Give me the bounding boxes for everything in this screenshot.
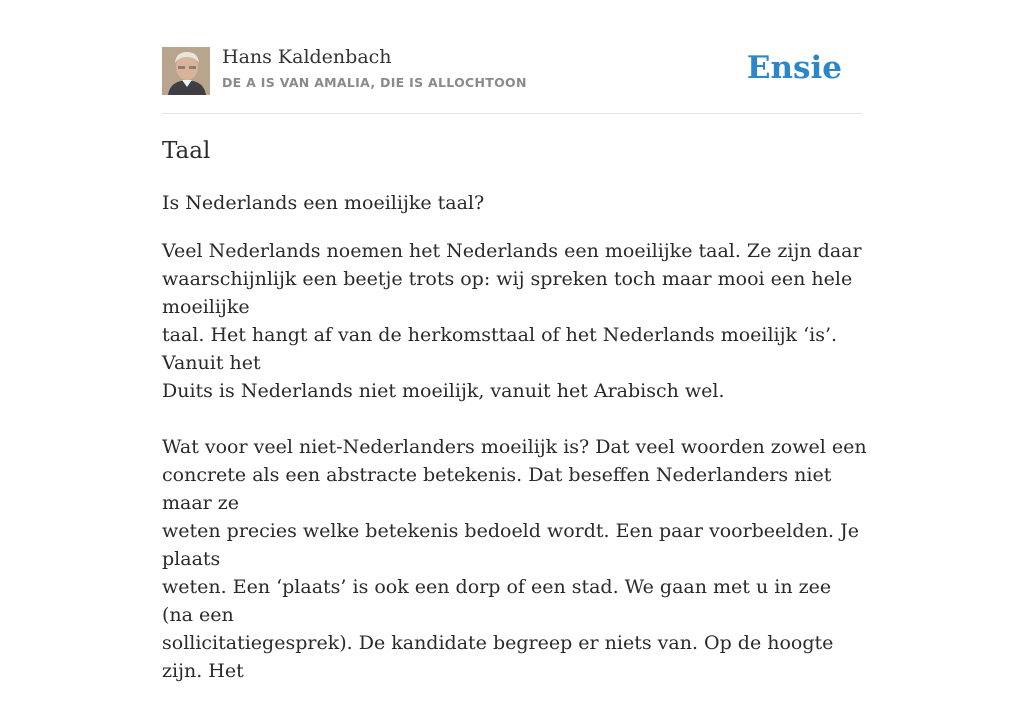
- entry-header: [162, 46, 862, 96]
- author-photo: [162, 47, 210, 95]
- entry-body: [162, 237, 867, 713]
- entry-title: Taal: [162, 138, 211, 164]
- body-paragraph: Veel Nederlands noemen het Nederlands een moeilijke taal. Ze zijn daar waarschijnlijk een beetje trots op: wij spreken toch maar mooi een hele moeilijke taal. Het hangt af van de herkomsttaal of het Nederlands moeilijk ‘is’. Vanuit het Duits is Nederlands niet moeilijk, vanuit het Arabisch wel.: [162, 240, 862, 402]
- author-tagline: DE A IS VAN AMALIA, DIE IS ALLOCHTOON: [222, 75, 527, 90]
- header-divider: [162, 113, 862, 114]
- entry-question: Is Nederlands een moeilijke taal?: [162, 192, 485, 214]
- author-name[interactable]: Hans Kaldenbach: [222, 46, 392, 68]
- ensie-logo[interactable]: Ensie: [746, 50, 842, 86]
- author-avatar[interactable]: [162, 47, 210, 95]
- body-paragraph: Wat voor veel niet-Nederlanders moeilijk is? Dat veel woorden zowel een concrete als een abstracte betekenis. Dat beseffen Nederlanders niet maar ze weten precies welke betekenis bedoeld wordt. Een paar voorbeelden. Je plaats weten. Een ‘plaats’ is ook een dorp of een stad. We gaan met u in zee (na een sollicitatiegesprek). De kandidate begreep er niets van. Op de hoogte zijn. Het: [162, 436, 867, 682]
